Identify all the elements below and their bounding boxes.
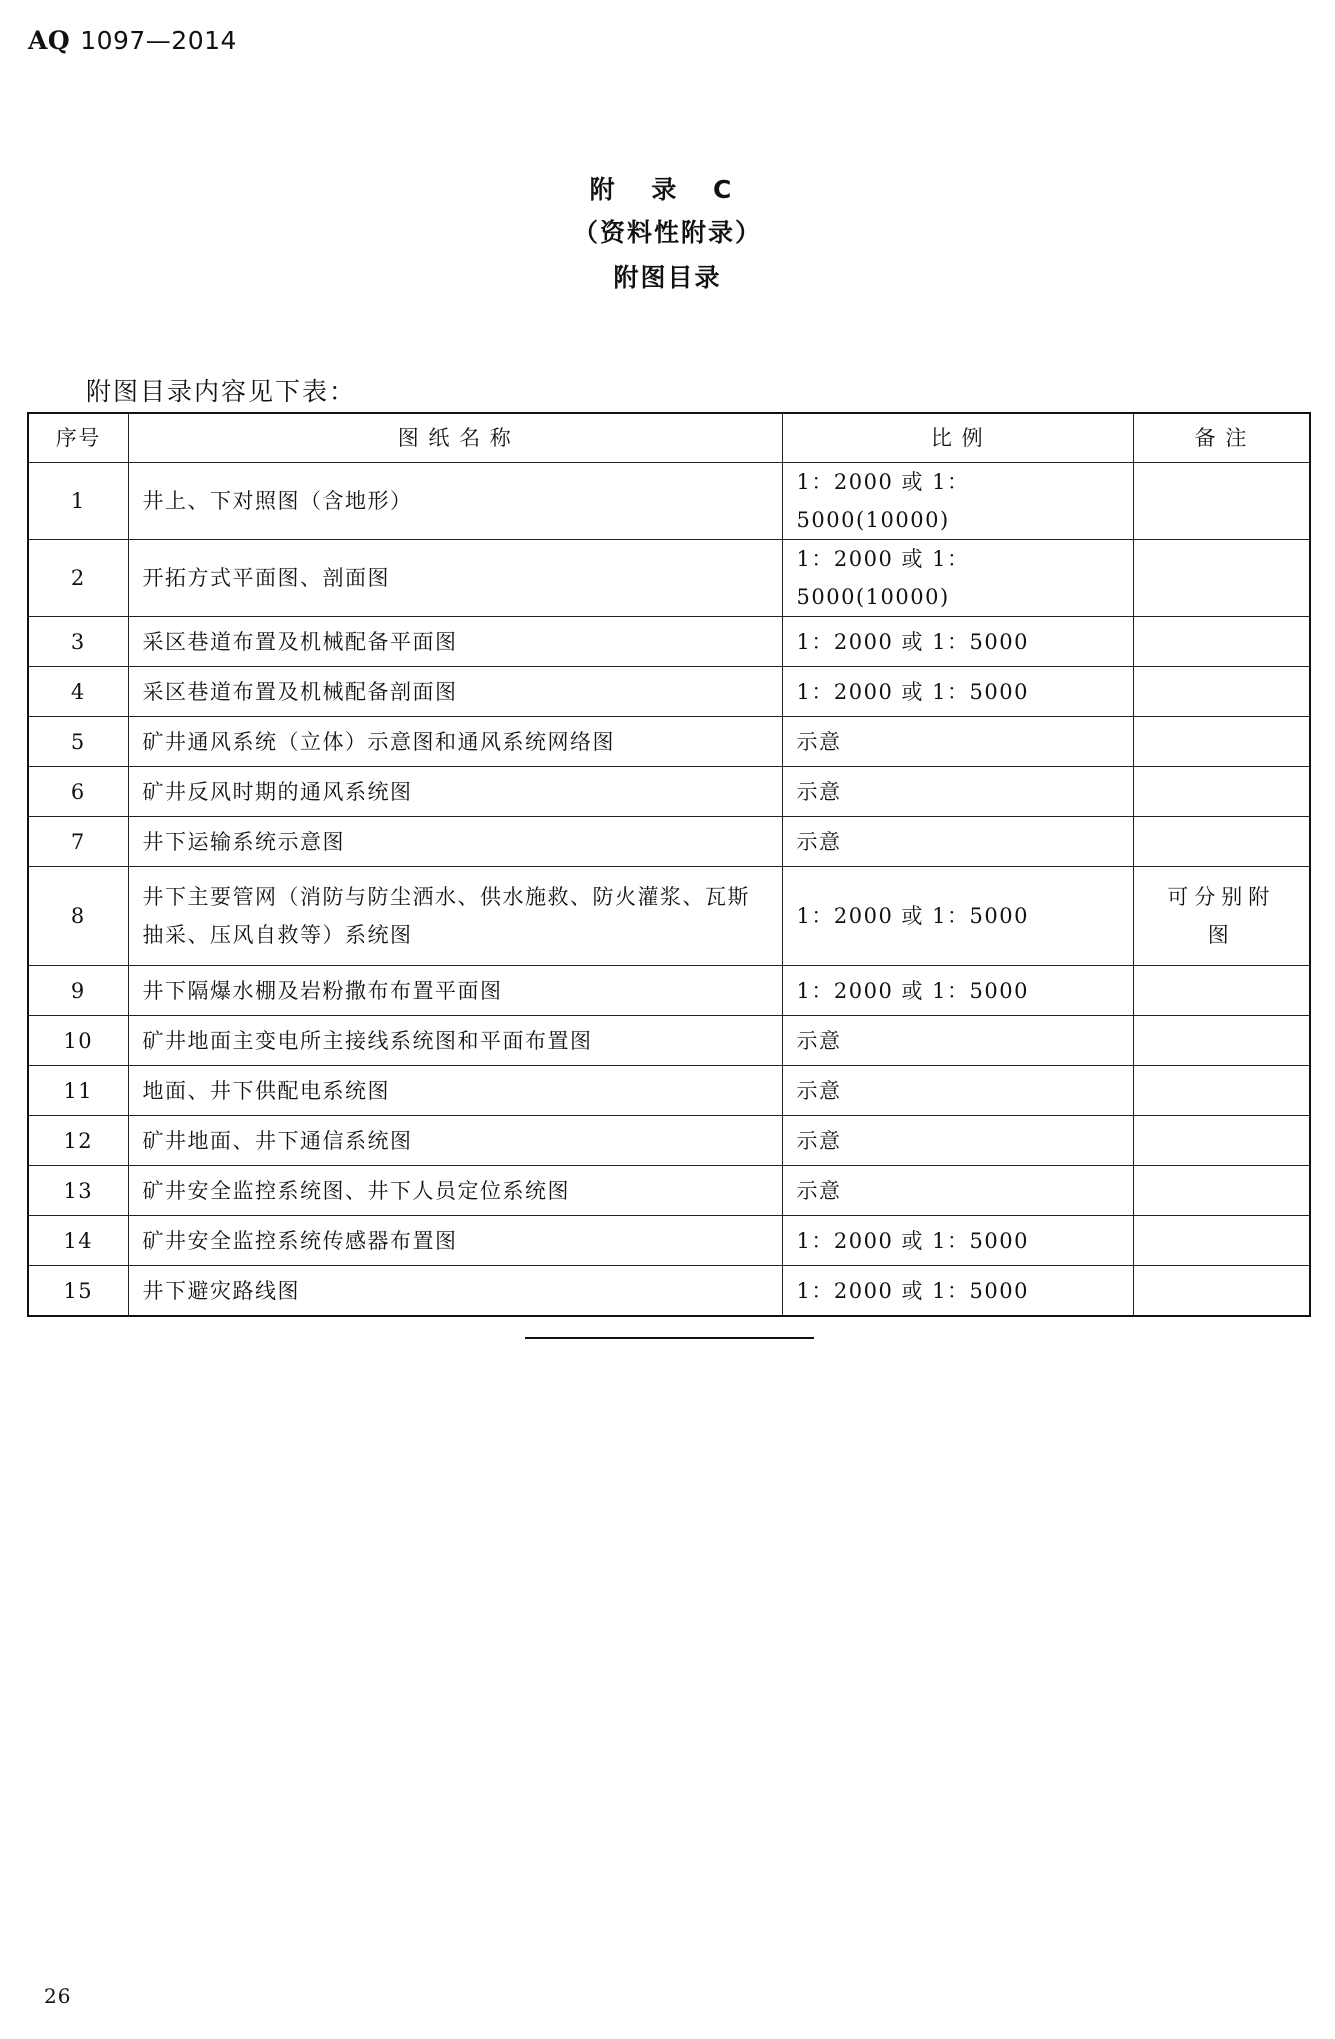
row-number: 7 — [28, 817, 128, 867]
table-row — [28, 1266, 1310, 1317]
standard-code — [28, 26, 237, 55]
row-number: 3 — [28, 617, 128, 667]
table-body — [28, 463, 1310, 1317]
table-row — [28, 1016, 1310, 1066]
row-number: 10 — [28, 1016, 128, 1066]
table-row — [28, 1166, 1310, 1216]
intro-text: 附图目录内容见下表： — [86, 377, 357, 406]
row-scale: 示意 — [782, 1116, 1133, 1166]
page-number: 26 — [44, 1984, 72, 2008]
row-note — [1133, 817, 1310, 867]
row-number: 5 — [28, 717, 128, 767]
row-number: 14 — [28, 1216, 128, 1266]
row-number: 15 — [28, 1266, 128, 1317]
row-drawing-name: 矿井安全监控系统图、井下人员定位系统图 — [128, 1166, 782, 1216]
row-drawing-name: 矿井通风系统（立体）示意图和通风系统网络图 — [128, 717, 782, 767]
row-note — [1133, 966, 1310, 1016]
row-note — [1133, 667, 1310, 717]
row-scale: 1：2000 或 1：5000 — [782, 966, 1133, 1016]
row-note — [1133, 767, 1310, 817]
row-note — [1133, 540, 1310, 617]
row-number: 4 — [28, 667, 128, 717]
appendix-title: 附 录 C — [589, 175, 746, 204]
row-scale: 1：2000 或 1：5000 — [782, 1266, 1133, 1317]
row-number: 13 — [28, 1166, 128, 1216]
column-header-note: 备 注 — [1133, 413, 1310, 463]
table-row — [28, 817, 1310, 867]
row-drawing-name: 矿井安全监控系统传感器布置图 — [128, 1216, 782, 1266]
row-drawing-name: 井上、下对照图（含地形） — [128, 463, 782, 540]
row-scale: 示意 — [782, 717, 1133, 767]
row-note — [1133, 717, 1310, 767]
row-number: 1 — [28, 463, 128, 540]
row-number: 6 — [28, 767, 128, 817]
row-number: 2 — [28, 540, 128, 617]
row-drawing-name: 矿井地面、井下通信系统图 — [128, 1116, 782, 1166]
row-note — [1133, 1016, 1310, 1066]
row-scale: 1：2000 或 1：5000(10000) — [782, 463, 1133, 540]
row-drawing-name: 采区巷道布置及机械配备剖面图 — [128, 667, 782, 717]
table-row — [28, 463, 1310, 540]
drawing-catalog-table — [27, 412, 1311, 1317]
row-drawing-name: 井下隔爆水棚及岩粉撒布布置平面图 — [128, 966, 782, 1016]
row-number: 9 — [28, 966, 128, 1016]
row-drawing-name: 开拓方式平面图、剖面图 — [128, 540, 782, 617]
row-number: 11 — [28, 1066, 128, 1116]
table-row — [28, 1216, 1310, 1266]
row-note — [1133, 1266, 1310, 1317]
row-note — [1133, 1216, 1310, 1266]
row-note — [1133, 1116, 1310, 1166]
row-scale: 示意 — [782, 817, 1133, 867]
table-row — [28, 767, 1310, 817]
row-scale: 1：2000 或 1：5000 — [782, 667, 1133, 717]
row-scale: 1：2000 或 1：5000(10000) — [782, 540, 1133, 617]
appendix-heading: 附图目录 — [613, 263, 722, 292]
table-header-row — [28, 413, 1310, 463]
row-drawing-name: 采区巷道布置及机械配备平面图 — [128, 617, 782, 667]
row-note — [1133, 1166, 1310, 1216]
appendix-subtitle: （资料性附录） — [572, 218, 762, 247]
row-drawing-name: 井下运输系统示意图 — [128, 817, 782, 867]
table-row — [28, 617, 1310, 667]
row-scale: 示意 — [782, 1166, 1133, 1216]
table-row — [28, 966, 1310, 1016]
table-row — [28, 667, 1310, 717]
row-drawing-name: 井下避灾路线图 — [128, 1266, 782, 1317]
table-row — [28, 1116, 1310, 1166]
row-drawing-name: 矿井反风时期的通风系统图 — [128, 767, 782, 817]
row-note: 可分别附 图 — [1133, 867, 1310, 966]
row-drawing-name: 地面、井下供配电系统图 — [128, 1066, 782, 1116]
row-scale: 1：2000 或 1：5000 — [782, 1216, 1133, 1266]
column-header-scale: 比 例 — [782, 413, 1133, 463]
row-scale: 1：2000 或 1：5000 — [782, 867, 1133, 966]
table-row — [28, 867, 1310, 966]
row-number: 8 — [28, 867, 128, 966]
row-scale: 示意 — [782, 767, 1133, 817]
end-rule — [525, 1337, 814, 1339]
row-scale: 示意 — [782, 1016, 1133, 1066]
standard-number: 1097—2014 — [80, 26, 237, 55]
row-drawing-name: 矿井地面主变电所主接线系统图和平面布置图 — [128, 1016, 782, 1066]
row-drawing-name: 井下主要管网（消防与防尘洒水、供水施救、防火灌浆、瓦斯抽采、压风自救等）系统图 — [128, 867, 782, 966]
row-number: 12 — [28, 1116, 128, 1166]
row-scale: 示意 — [782, 1066, 1133, 1116]
column-header-number: 序号 — [28, 413, 128, 463]
row-scale: 1：2000 或 1：5000 — [782, 617, 1133, 667]
row-note — [1133, 463, 1310, 540]
table-row — [28, 540, 1310, 617]
standard-prefix: AQ — [28, 26, 71, 55]
table-row — [28, 1066, 1310, 1116]
column-header-name: 图 纸 名 称 — [128, 413, 782, 463]
row-note — [1133, 617, 1310, 667]
row-note — [1133, 1066, 1310, 1116]
table-row — [28, 717, 1310, 767]
